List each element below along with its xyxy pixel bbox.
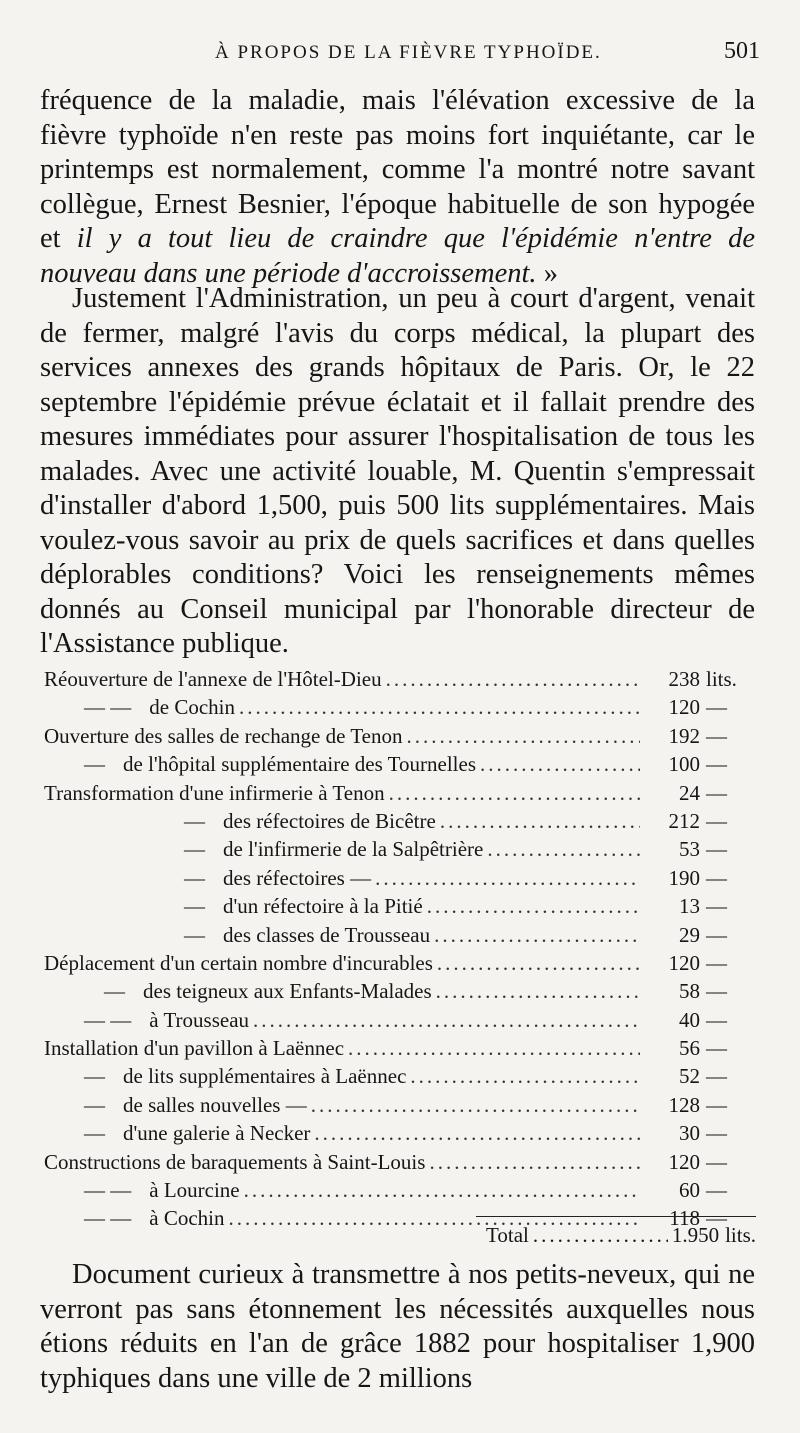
ditto-dash: — [84, 1064, 105, 1089]
table-row [44, 750, 756, 778]
total-row [476, 1220, 756, 1250]
row-unit: lits. [706, 667, 737, 691]
table-row [44, 807, 756, 835]
row-label: Ouverture des salles de rechange de Tenon [44, 723, 403, 748]
table-row [44, 835, 756, 863]
row-unit: — [706, 1121, 727, 1146]
table-row [44, 949, 756, 977]
ditto-dash: — — [84, 1178, 132, 1203]
row-label: d'une galerie à Necker [123, 1121, 311, 1146]
ditto-dash: — [184, 865, 205, 890]
table-row [44, 779, 756, 807]
page-header [0, 38, 800, 78]
leader-dots [386, 665, 640, 693]
leader-dots [348, 1034, 640, 1062]
table-row [44, 693, 756, 721]
row-unit: — [706, 1036, 727, 1061]
ditto-dash: — [84, 1092, 105, 1117]
row-label: Installation d'un pavillon à Laënnec [44, 1036, 345, 1061]
table-row [44, 665, 756, 693]
row-label: de Cochin [149, 695, 235, 720]
leader-dots [487, 835, 640, 863]
row-unit: — [706, 1092, 727, 1117]
leader-dots [239, 693, 640, 721]
ditto-dash: — [184, 837, 205, 862]
table-row [44, 864, 756, 892]
row-value: 13 [679, 894, 700, 919]
row-unit: — [706, 780, 727, 805]
row-value: 100 [668, 752, 700, 777]
ditto-dash: — [84, 752, 105, 777]
table-row [44, 1148, 756, 1176]
paragraph-1-closing: » [536, 257, 558, 289]
row-label: à Trousseau [149, 1007, 250, 1032]
leader-dots [480, 750, 640, 778]
ditto-dash: — [184, 894, 205, 919]
row-unit: — [706, 1206, 727, 1231]
total-label: Total [486, 1223, 529, 1247]
row-label: de lits supplémentaires à Laënnec [123, 1064, 407, 1089]
row-value: 190 [668, 865, 700, 890]
row-unit: — [706, 808, 727, 833]
row-unit: — [706, 1064, 727, 1089]
row-unit: — [706, 922, 727, 947]
row-label: de l'infirmerie de la Salpêtrière [223, 837, 484, 862]
bed-allocation-table [44, 665, 756, 1233]
ditto-dash: — [184, 808, 205, 833]
total-rule [476, 1216, 756, 1217]
running-title: À PROPOS DE LA FIÈVRE TYPHOÏDE. [215, 42, 602, 63]
row-label: d'un réfectoire à la Pitié [223, 894, 423, 919]
ditto-dash: — [84, 1121, 105, 1146]
table-row [44, 1091, 756, 1119]
row-value: 53 [679, 837, 700, 862]
row-value: 120 [668, 695, 700, 720]
ditto-dash: — [104, 979, 125, 1004]
total-leader-dots [533, 1220, 668, 1250]
row-label: des réfectoires — [223, 865, 372, 890]
row-unit: — [706, 979, 727, 1004]
row-value: 120 [668, 950, 700, 975]
row-value: 118 [669, 1206, 700, 1231]
row-value: 192 [668, 723, 700, 748]
leader-dots [311, 1091, 640, 1119]
table-row [44, 892, 756, 920]
row-label: à Cochin [149, 1206, 225, 1231]
row-unit: — [706, 1178, 727, 1203]
table-row [44, 1006, 756, 1034]
leader-dots [314, 1119, 640, 1147]
row-label: Réouverture de l'annexe de l'Hôtel-Dieu [44, 667, 382, 691]
row-value: 120 [668, 1149, 700, 1174]
leader-dots [375, 864, 640, 892]
total-unit: lits. [725, 1223, 756, 1247]
row-label: des classes de Trousseau [223, 922, 431, 947]
leader-dots [389, 779, 640, 807]
row-unit: — [706, 950, 727, 975]
row-unit: — [706, 894, 727, 919]
row-label: Déplacement d'un certain nombre d'incurables [44, 950, 433, 975]
row-value: 29 [679, 922, 700, 947]
table-row [44, 977, 756, 1005]
table-row [44, 921, 756, 949]
row-unit: — [706, 1149, 727, 1174]
leader-dots [244, 1176, 640, 1204]
row-value: 238 [668, 667, 700, 691]
ditto-dash: — [184, 922, 205, 947]
ditto-dash: — — [84, 695, 132, 720]
paragraph-1-text: fréquence de la maladie, mais l'élévation excessive de la fièvre typhoïde n'en reste pas moins fort inquiétante, car le printemps est normalement, comme l'a montré notre savant collègue, Ernest Besnier, l'époque habituelle de son hypogée et [40, 85, 755, 254]
row-unit: — [706, 695, 727, 720]
row-label: des teigneux aux Enfants-Malades [143, 979, 432, 1004]
table-row [44, 1119, 756, 1147]
row-value: 52 [679, 1064, 700, 1089]
total-value: 1.950 [671, 1223, 720, 1247]
paragraph-1-italic-quote: il y a tout lieu de craindre que l'épidémie n'entre de nouveau dans une période d'accroissement. [40, 223, 756, 289]
leader-dots [437, 949, 640, 977]
leader-dots [253, 1006, 640, 1034]
row-value: 56 [679, 1036, 700, 1061]
table-row [44, 1034, 756, 1062]
row-label: des réfectoires de Bicêtre [223, 808, 436, 833]
leader-dots [410, 1062, 640, 1090]
leader-dots [434, 921, 640, 949]
leader-dots [429, 1148, 640, 1176]
row-value: 60 [679, 1178, 700, 1203]
row-unit: — [706, 837, 727, 862]
row-value: 30 [679, 1121, 700, 1146]
table-row [44, 1062, 756, 1090]
leader-dots [436, 977, 640, 1005]
row-value: 128 [668, 1092, 700, 1117]
row-value: 24 [679, 780, 700, 805]
row-label: Transformation d'une infirmerie à Tenon [44, 780, 385, 805]
row-label: à Lourcine [149, 1178, 240, 1203]
row-value: 40 [679, 1007, 700, 1032]
page-number: 501 [724, 38, 760, 64]
table-row [44, 722, 756, 750]
row-unit: — [706, 723, 727, 748]
ditto-dash: — — [84, 1007, 132, 1032]
row-label: de l'hôpital supplémentaire des Tournelles [123, 752, 477, 777]
ditto-dash: — — [84, 1206, 132, 1231]
row-unit: — [706, 752, 727, 777]
row-value: 58 [679, 979, 700, 1004]
leader-dots [440, 807, 640, 835]
row-unit: — [706, 865, 727, 890]
table-row [44, 1176, 756, 1204]
paragraph-3: Document curieux à transmettre à nos petits-neveux, qui ne verront pas sans étonnement les nécessités auxquelles nous étions réduits en l'an de grâce 1882 pour hospitaliser 1,900 typhiques dans une ville de 2 millions [40, 1259, 755, 1394]
row-unit: — [706, 1007, 727, 1032]
leader-dots [427, 892, 640, 920]
row-label: Constructions de baraquements à Saint-Louis [44, 1149, 426, 1174]
paragraph-1 [40, 84, 755, 291]
row-label: de salles nouvelles — [123, 1092, 307, 1117]
paragraph-2: Justement l'Administration, un peu à court d'argent, venait de fermer, malgré l'avis du corps médical, la plupart des services annexes des grands hôpitaux de Paris. Or, le 22 septembre l'épidémie prévue éclatait et il fallait prendre des mesures immédiates pour assurer l'hospitalisation de tous les malades. Avec une activité louable, M. Quentin s'empressait d'installer d'abord 1,500, puis 500 lits supplémentaires. Mais voulez-vous savoir au prix de quels sacrifices et dans quelles déplorables conditions? Voici les renseignements mêmes donnés au Conseil municipal par l'honorable directeur de l'Assistance publique. [40, 283, 755, 659]
row-value: 212 [668, 808, 700, 833]
leader-dots [407, 722, 641, 750]
